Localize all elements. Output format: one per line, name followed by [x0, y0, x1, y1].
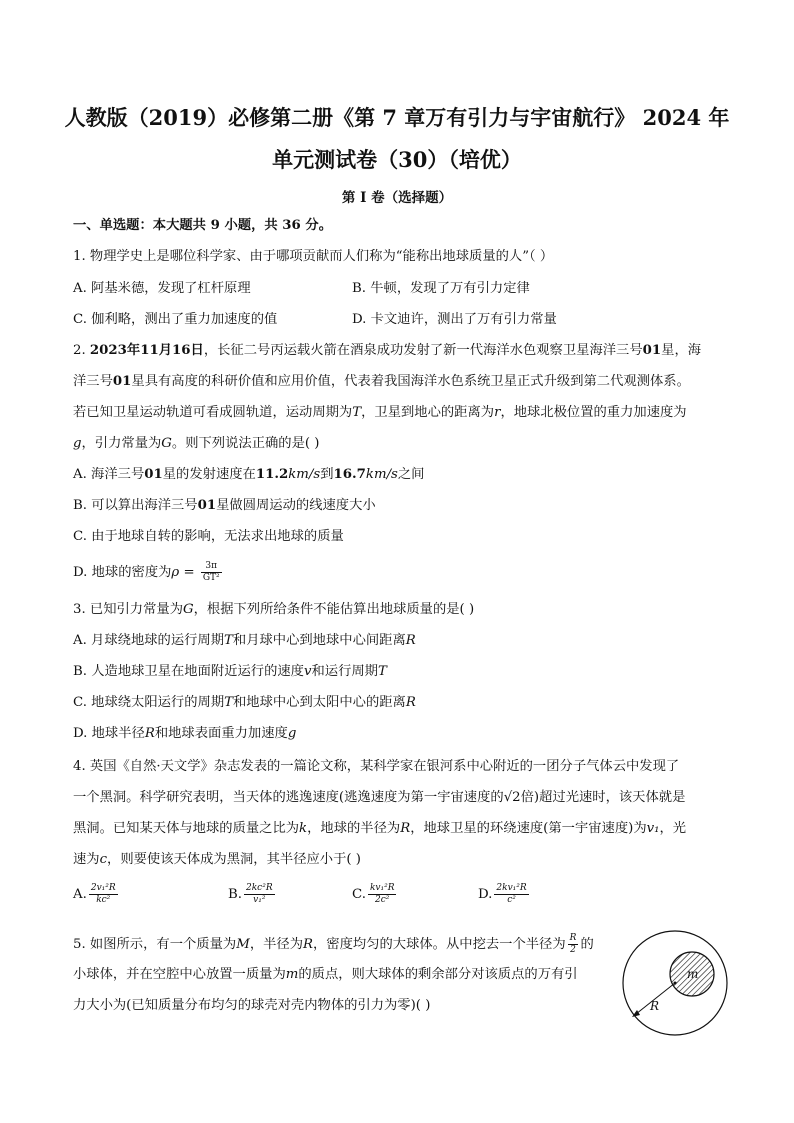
q2-text: ，长征二号丙运载火箭在酒泉成功发射了新一代海洋水色观察卫星海洋三号: [203, 343, 643, 358]
question-4-line1: 4. 英国《自然·天文学》杂志发表的一篇论文称，某科学家在银河系中心附近的一团分子气体云中发现了: [73, 759, 680, 774]
q2-satellite-id: 01: [112, 374, 132, 389]
question-2-option-c: C. 由于地球自转的影响，无法求出地球的质量: [73, 529, 344, 544]
q3-var: T: [224, 633, 233, 648]
q2-satellite-id: 01: [642, 343, 662, 358]
q2-number: 2.: [73, 343, 90, 358]
question-1-option-c: C. 伽利略，测出了重力加速度的值: [73, 312, 278, 327]
question-4-option-d: [478, 880, 531, 910]
question-4-option-c: [352, 880, 398, 910]
q4-text: 一个黑洞。科学研究表明，当天体的逃逸速度(逃逸速度为第一宇宙速度的: [73, 790, 504, 805]
q2-var-G: G: [161, 436, 172, 451]
q4-text: 黑洞。已知某天体与地球的质量之比为: [73, 821, 300, 836]
q2-text: ，卫星到地心的距离为: [361, 405, 495, 420]
q3-text: 3. 已知引力常量为: [73, 602, 183, 617]
volume-heading: 第 I 卷（选择题）: [341, 190, 453, 206]
q5-var-R: R: [303, 937, 314, 952]
center-dot: [674, 982, 677, 985]
question-5-line3: 力大小为(已知质量分布均匀的球壳对壳内物体的引力为零)( ): [73, 998, 431, 1013]
q2-text: 星，海: [661, 343, 702, 358]
q4-text: ，则要使该天体成为黑洞，其半径应小于( ): [107, 852, 361, 867]
question-1-stem: 1. 物理学史上是哪位科学家、由于哪项贡献而人们称为“能称出地球质量的人”（ ）: [73, 249, 554, 264]
fraction-numerator: 2kv₁²R: [496, 883, 527, 893]
q2-option-text: D. 地球的密度为: [73, 565, 172, 580]
question-5-line1: [73, 932, 594, 958]
fraction-denominator: c²: [507, 895, 516, 905]
option-label: D.: [478, 887, 493, 902]
q3-var: R: [144, 726, 155, 741]
sphere-cavity-figure: [618, 928, 732, 1038]
q3-option-text: 和月球中心到地球中心间距离: [232, 633, 406, 648]
q2-density-symbol: ρ =: [171, 565, 199, 580]
q2-text: ，引力常量为: [81, 436, 162, 451]
q2-satellite-id: 01: [144, 467, 163, 482]
q3-var: v: [303, 664, 312, 679]
question-2-line1: [73, 342, 701, 360]
q2-text: 洋三号: [73, 374, 113, 389]
q3-option-text: 和运行周期: [311, 664, 378, 679]
fraction-numerator: kv₁²R: [369, 883, 395, 893]
q5-half-radius-fraction: [568, 933, 579, 956]
q5-text: 小球体，并在空腔中心放置一质量为: [73, 967, 286, 982]
q2-option-text: 之间: [397, 467, 425, 482]
q4-text: ，光: [659, 821, 687, 836]
q2-text: 。则下列说法正确的是( ): [171, 436, 320, 451]
q3-option-text: D. 地球半径: [73, 726, 145, 741]
option-label: A.: [73, 887, 87, 902]
question-1-option-a: A. 阿基米德，发现了杠杆原理: [73, 281, 251, 296]
q4-text: ，地球的半径为: [307, 821, 401, 836]
question-2-line4: [73, 435, 320, 453]
question-2-option-a: [73, 466, 424, 484]
q4-b-fraction: [244, 883, 275, 906]
q5-text: 的质点，则大球体的剩余部分对该质点的万有引: [298, 967, 578, 982]
q5-text: 的: [580, 937, 594, 952]
question-4-option-a: [73, 880, 120, 910]
q4-text: 速为: [73, 852, 100, 867]
q2-var-T: T: [352, 405, 362, 420]
fraction-denominator: 2: [570, 945, 576, 955]
question-2-option-b: [73, 497, 376, 515]
fraction-denominator: 2c²: [375, 895, 390, 905]
q3-option-text: 和地球中心到太阳中心的距离: [233, 695, 406, 710]
question-3-option-c: [73, 694, 416, 712]
question-2-line3: [73, 404, 687, 422]
q2-text: 星具有高度的科研价值和应用价值，代表着我国海洋水色系统卫星正式升级到第二代观测体系。: [131, 374, 690, 389]
q2-option-text: 到: [320, 467, 334, 482]
fraction-numerator: 2v₁²R: [90, 883, 116, 893]
q3-var: R: [405, 695, 416, 710]
q3-option-text: C. 地球绕太阳运行的周期: [73, 695, 225, 710]
fraction-numerator: R: [569, 933, 577, 943]
q4-text: 倍)超过光速时，该天体就是: [520, 790, 686, 805]
q4-c-fraction: [368, 883, 397, 906]
question-3-option-d: [73, 725, 296, 743]
q4-var-v1: v₁: [646, 821, 660, 836]
q2-option-text: A. 海洋三号: [73, 467, 145, 482]
q5-text: 5. 如图所示，有一个质量为: [73, 937, 237, 952]
q3-option-text: B. 人造地球卫星在地面附近运行的速度: [73, 664, 304, 679]
fraction-denominator: v₁²: [253, 895, 266, 905]
q3-option-text: A. 月球绕地球的运行周期: [73, 633, 225, 648]
q4-sqrt2: √2: [503, 790, 521, 805]
q2-var-r: r: [494, 405, 501, 420]
q3-var: g: [287, 726, 297, 741]
question-3-option-a: [73, 632, 416, 650]
q2-speed-value: 16.7: [333, 467, 366, 482]
q4-text: ，地球卫星的环绕速度(第一宇宙速度)为: [410, 821, 647, 836]
question-4-option-b: [228, 880, 277, 910]
fraction-denominator: kc²: [96, 895, 111, 905]
question-4-line4: [73, 851, 361, 869]
q2-option-text: B. 可以算出海洋三号: [73, 498, 198, 513]
q2-text: ，地球北极位置的重力加速度为: [500, 405, 687, 420]
question-4-line2: [73, 789, 685, 807]
q5-var-m: m: [285, 967, 299, 982]
fraction-numerator: 2kc²R: [246, 883, 273, 893]
q4-var-c: c: [99, 852, 108, 867]
q4-a-fraction: [89, 883, 118, 906]
q4-var-R: R: [400, 821, 411, 836]
q3-var: T: [377, 664, 387, 679]
question-3-stem: [73, 601, 474, 619]
q4-var-k: k: [299, 821, 308, 836]
q5-text: ，密度均匀的大球体。从中挖去一个半径为: [313, 937, 566, 952]
document-title-line2: 单元测试卷（30）（培优）: [272, 147, 522, 172]
q2-density-fraction: [201, 561, 222, 584]
q2-speed-unit: km/s: [288, 467, 321, 482]
point-mass-label: m: [687, 967, 699, 981]
q2-date: 2023年11月16日: [89, 343, 204, 358]
q2-option-text: 星的发射速度在: [162, 467, 256, 482]
document-title-line1: 人教版（2019）必修第二册《第 7 章万有引力与宇宙航行》 2024 年: [64, 105, 730, 130]
question-3-option-b: [73, 663, 387, 681]
question-1-option-d: D. 卡文迪许，测出了万有引力常量: [352, 312, 557, 327]
question-5-line2: [73, 966, 578, 984]
question-4-line3: [73, 820, 686, 838]
fraction-denominator: GT²: [202, 573, 220, 583]
q2-option-text: 星做圆周运动的线速度大小: [216, 498, 376, 513]
q3-var: T: [224, 695, 233, 710]
question-2-line2: [73, 373, 690, 391]
q3-var: R: [405, 633, 416, 648]
q2-satellite-id: 01: [197, 498, 217, 513]
q2-speed-unit: km/s: [365, 467, 398, 482]
q3-text: ，根据下列所给条件不能估算出地球质量的是( ): [193, 602, 475, 617]
option-label: B.: [228, 887, 242, 902]
fraction-numerator: 3π: [201, 561, 222, 573]
question-2-option-d: [73, 559, 224, 587]
q2-speed-value: 11.2: [255, 467, 289, 482]
radius-label: R: [650, 999, 660, 1013]
q4-d-fraction: [494, 883, 528, 906]
q5-text: ，半径为: [249, 937, 303, 952]
option-label: C.: [352, 887, 366, 902]
question-1-option-b: B. 牛顿，发现了万有引力定律: [352, 281, 530, 296]
q3-option-text: 和地球表面重力加速度: [154, 726, 288, 741]
q2-var-g: g: [73, 436, 82, 451]
q3-var-G: G: [183, 602, 194, 617]
q5-var-M: M: [236, 937, 250, 952]
q2-text: 若已知卫星运动轨道可看成圆轨道，运动周期为: [73, 405, 353, 420]
section-heading: 一、单选题：本大题共 9 小题，共 36 分。: [73, 218, 333, 233]
